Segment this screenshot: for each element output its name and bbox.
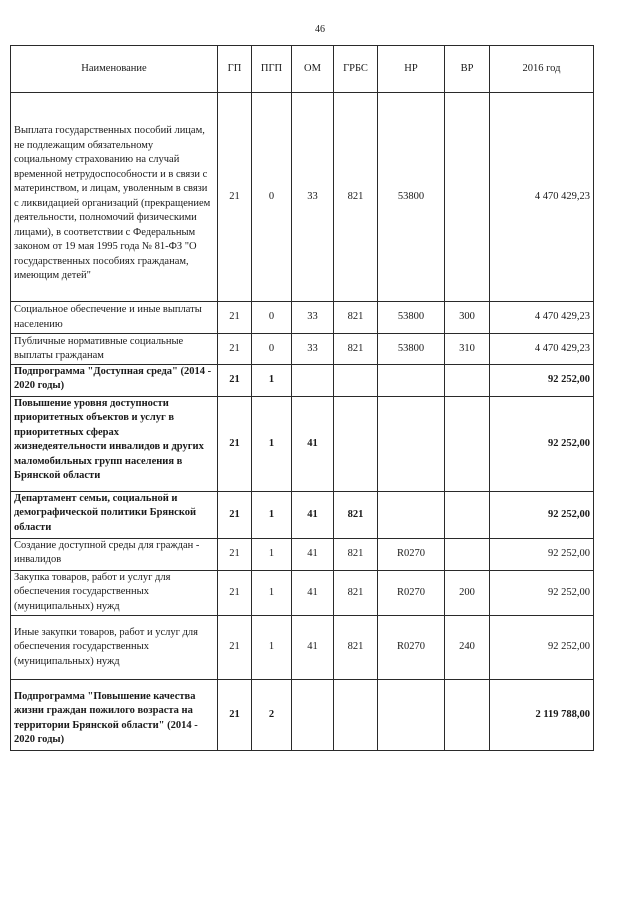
row-pgp: 1 (252, 616, 292, 680)
row-om: 33 (292, 334, 334, 365)
row-grbs: 821 (334, 93, 378, 302)
page-number: 46 (315, 24, 325, 35)
row-name: Иные закупки товаров, работ и услуг для обеспечения государственных (муниципальных) нужд (11, 616, 218, 680)
header-name: Наименование (11, 46, 218, 93)
header-year: 2016 год (490, 46, 594, 93)
row-amount: 92 252,00 (490, 539, 594, 571)
row-grbs: 821 (334, 334, 378, 365)
header-vr: ВР (445, 46, 490, 93)
row-pgp: 1 (252, 539, 292, 571)
row-vr: 310 (445, 334, 490, 365)
row-om: 33 (292, 302, 334, 334)
row-amount: 4 470 429,23 (490, 93, 594, 302)
row-om (292, 680, 334, 751)
row-amount: 92 252,00 (490, 492, 594, 539)
row-vr: 240 (445, 616, 490, 680)
row-gp: 21 (218, 397, 252, 492)
row-vr (445, 492, 490, 539)
row-nr: 53800 (378, 93, 445, 302)
row-om: 41 (292, 616, 334, 680)
row-amount: 92 252,00 (490, 571, 594, 616)
row-name: Повышение уровня доступности приоритетных объектов и услуг в приоритетных сферах жизнедеятельности инвалидов и других маломобильных групп населения в Брянской области (11, 397, 218, 492)
row-grbs (334, 680, 378, 751)
row-nr (378, 492, 445, 539)
table-row (11, 93, 594, 302)
row-name: Подпрограмма "Повышение качества жизни граждан пожилого возраста на территории Брянской области" (2014 - 2020 годы) (11, 680, 218, 751)
row-grbs: 821 (334, 492, 378, 539)
table-row (11, 571, 594, 616)
table-row (11, 334, 594, 365)
row-gp: 21 (218, 616, 252, 680)
row-gp: 21 (218, 93, 252, 302)
row-vr (445, 539, 490, 571)
row-name: Подпрограмма "Доступная среда" (2014 - 2020 годы) (11, 365, 218, 397)
row-pgp: 1 (252, 397, 292, 492)
row-nr: R0270 (378, 539, 445, 571)
row-vr: 300 (445, 302, 490, 334)
row-nr (378, 397, 445, 492)
row-gp: 21 (218, 680, 252, 751)
row-om: 41 (292, 539, 334, 571)
row-grbs (334, 397, 378, 492)
row-gp: 21 (218, 302, 252, 334)
row-nr: R0270 (378, 571, 445, 616)
row-vr (445, 397, 490, 492)
table-row (11, 539, 594, 571)
row-name: Создание доступной среды для граждан - инвалидов (11, 539, 218, 571)
row-om: 33 (292, 93, 334, 302)
row-grbs: 821 (334, 302, 378, 334)
row-name: Департамент семьи, социальной и демографической политики Брянской области (11, 492, 218, 539)
row-om (292, 365, 334, 397)
row-pgp: 1 (252, 571, 292, 616)
budget-table (10, 45, 594, 751)
header-row (11, 46, 594, 93)
row-vr: 200 (445, 571, 490, 616)
row-amount: 92 252,00 (490, 397, 594, 492)
row-pgp: 2 (252, 680, 292, 751)
header-grbs: ГРБС (334, 46, 378, 93)
row-gp: 21 (218, 492, 252, 539)
row-nr: 53800 (378, 334, 445, 365)
table-row (11, 492, 594, 539)
table-row (11, 365, 594, 397)
row-pgp: 0 (252, 334, 292, 365)
row-nr (378, 680, 445, 751)
header-nr: НР (378, 46, 445, 93)
row-grbs: 821 (334, 539, 378, 571)
row-amount: 92 252,00 (490, 616, 594, 680)
row-om: 41 (292, 397, 334, 492)
row-nr: R0270 (378, 616, 445, 680)
row-grbs: 821 (334, 571, 378, 616)
row-nr (378, 365, 445, 397)
row-gp: 21 (218, 571, 252, 616)
row-grbs (334, 365, 378, 397)
row-vr (445, 680, 490, 751)
row-amount: 2 119 788,00 (490, 680, 594, 751)
row-pgp: 0 (252, 93, 292, 302)
header-pgp: ПГП (252, 46, 292, 93)
row-name: Публичные нормативные социальные выплаты гражданам (11, 334, 218, 365)
row-vr (445, 93, 490, 302)
row-amount: 4 470 429,23 (490, 334, 594, 365)
table-row (11, 680, 594, 751)
row-vr (445, 365, 490, 397)
row-amount: 4 470 429,23 (490, 302, 594, 334)
row-gp: 21 (218, 365, 252, 397)
header-gp: ГП (218, 46, 252, 93)
row-nr: 53800 (378, 302, 445, 334)
table-row (11, 397, 594, 492)
row-gp: 21 (218, 334, 252, 365)
row-grbs: 821 (334, 616, 378, 680)
table-row (11, 302, 594, 334)
row-amount: 92 252,00 (490, 365, 594, 397)
row-pgp: 0 (252, 302, 292, 334)
table-row (11, 616, 594, 680)
row-pgp: 1 (252, 492, 292, 539)
row-name: Социальное обеспечение и иные выплаты населению (11, 302, 218, 334)
row-name: Выплата государственных пособий лицам, не подлежащим обязательному социальному страхованию на случай временной нетрудоспособности и в связи с материнством, и лицам, уволенным в связи с ликвидацией организаций (прекращением деятельности, полномочий физическими лицами), в соответствии с Федеральным законом от 19 мая 1995 года № 81-ФЗ "О государственных пособиях гражданам, имеющим детей" (11, 93, 218, 302)
row-om: 41 (292, 492, 334, 539)
row-name: Закупка товаров, работ и услуг для обеспечения государственных (муниципальных) нужд (11, 571, 218, 616)
header-om: ОМ (292, 46, 334, 93)
row-om: 41 (292, 571, 334, 616)
row-gp: 21 (218, 539, 252, 571)
row-pgp: 1 (252, 365, 292, 397)
